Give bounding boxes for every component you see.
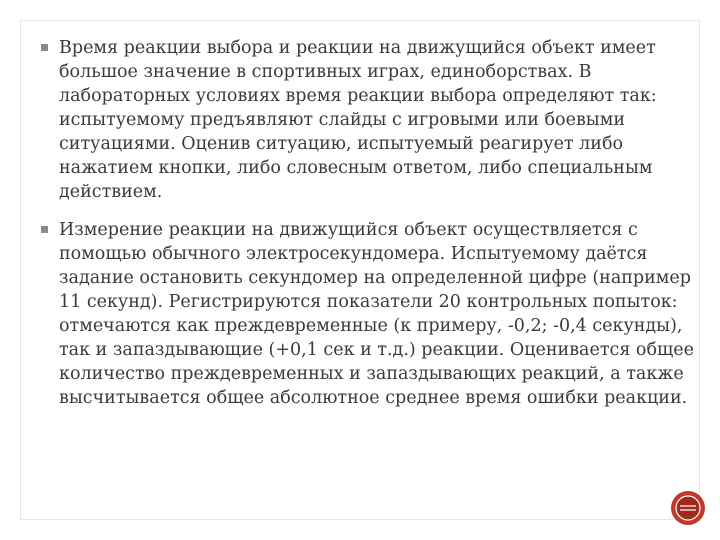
slide-content: [41, 36, 696, 424]
bullet-text: Измерение реакции на движущийся объект осуществляется с помощью обычного электросекундомера. Испытуемому даётся задание остановить секундомер на определенной цифре (например 11 секунд). Регистрируются показатели 20 контрольных попыток: отмечаются как преждевременные (к примеру, -0,2; -0,4 секунды), так и запаздывающие (+0,1 сек и т.д.) реакции. Оценивается общее количество преждевременных и запаздывающих реакций, а также высчитывается общее абсолютное среднее время ошибки реакции.: [59, 220, 694, 408]
square-bullet-icon: [41, 44, 48, 51]
bullet-item: [41, 218, 696, 410]
slide-emblem-icon: [670, 490, 706, 526]
bullet-text: Время реакции выбора и реакции на движущийся объект имеет большое значение в спортивных играх, единоборствах. В лабораторных условиях время реакции выбора определяют так: испытуемому предъявляют слайды с игровыми или боевыми ситуациями. Оценив ситуацию, испытуемый реагирует либо нажатием кнопки, либо словесным ответом, либо специальным действием.: [59, 38, 657, 202]
square-bullet-icon: [41, 226, 48, 233]
bullet-item: [41, 36, 696, 204]
